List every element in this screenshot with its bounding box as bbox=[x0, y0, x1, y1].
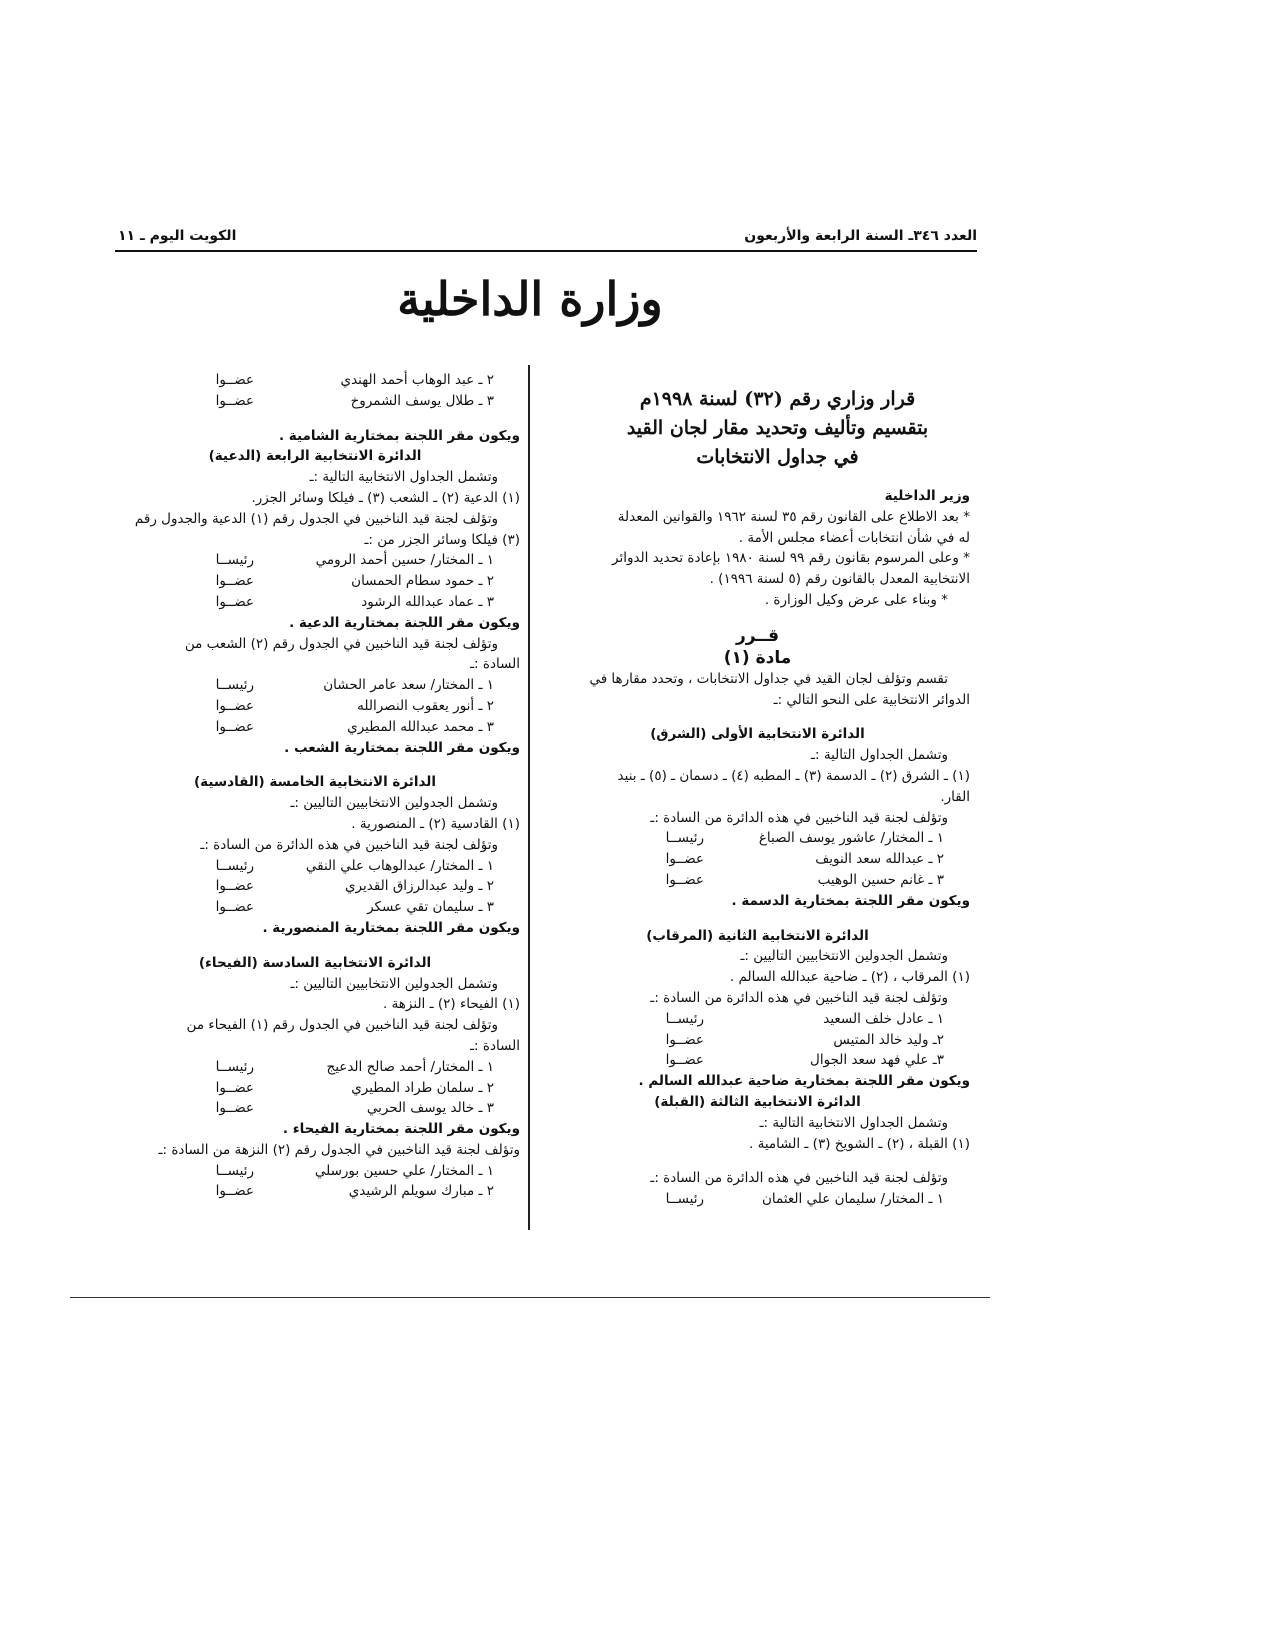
footer-divider bbox=[70, 1297, 990, 1298]
member-name: ١ ـ المختار/ عاشور يوسف الصباغ bbox=[758, 830, 944, 847]
member-row bbox=[110, 1078, 520, 1099]
committee-intro: وتؤلف لجنة قيد الناخبين في الجدول رقم (١) الدعية والجدول رقم bbox=[134, 510, 498, 527]
article-text: تقسم وتؤلف لجان القيد في جداول الانتخابات ، وتحدد مقارها في bbox=[589, 670, 948, 687]
member-role: عضــوا bbox=[665, 1052, 704, 1069]
district-title: الدائرة الانتخابية الثالثة (القبلة) bbox=[654, 1093, 861, 1110]
member-role: عضــوا bbox=[215, 1183, 254, 1200]
member-role: عضــوا bbox=[215, 372, 254, 388]
member-row bbox=[110, 370, 520, 391]
member-name: ٣ـ علي فهد سعد الجوال bbox=[810, 1052, 944, 1069]
member-role: رئيســا bbox=[215, 857, 254, 874]
member-row bbox=[110, 571, 520, 592]
member-row bbox=[110, 675, 520, 696]
member-name: ١ ـ عادل خلف السعيد bbox=[823, 1010, 944, 1027]
member-role: عضــوا bbox=[215, 1079, 254, 1096]
member-name: ٢ ـ مبارك سويلم الرشيدي bbox=[348, 1183, 494, 1200]
member-row bbox=[545, 1050, 970, 1071]
tables-list: (١) الدعية (٢) ـ الشعب (٣) ـ فيلكا وسائر الجزر. bbox=[251, 489, 520, 506]
member-role: عضــوا bbox=[665, 1031, 704, 1048]
tables-list: (١) القبلة ، (٢) ـ الشويخ (٣) ـ الشامية . bbox=[749, 1135, 970, 1152]
member-name: ١ ـ المختار/ حسين أحمد الرومي bbox=[315, 552, 494, 569]
member-name: ٢ ـ عبدالله سعد النويف bbox=[815, 851, 944, 868]
member-role: رئيســا bbox=[665, 1010, 704, 1027]
member-row bbox=[545, 1189, 970, 1210]
member-role: رئيســا bbox=[215, 1058, 254, 1075]
member-name: ١ ـ المختار/ عبدالوهاب علي النقي bbox=[305, 857, 494, 874]
tables-intro: وتشمل الجدولين الانتخابيين التاليين :ـ bbox=[290, 975, 498, 992]
member-name: ١ ـ المختار/ سعد عامر الحشان bbox=[323, 677, 494, 694]
member-role: عضــوا bbox=[215, 392, 254, 409]
member-row bbox=[545, 1009, 970, 1030]
member-name: ٢ ـ سلمان طراد المطيري bbox=[351, 1079, 494, 1096]
member-row bbox=[110, 592, 520, 613]
member-row bbox=[110, 1098, 520, 1119]
ministry-heading: وزارة الداخلية bbox=[397, 272, 663, 326]
committee-seat: ويكون مقر اللجنة بمختارية ضاحية عبدالله السالم . bbox=[638, 1073, 970, 1090]
committee-seat: ويكون مقر اللجنة بمختارية الشعب . bbox=[284, 739, 520, 756]
member-role: عضــوا bbox=[215, 697, 254, 714]
member-name: ٢ـ وليد خالد المتيس bbox=[833, 1031, 944, 1048]
district-title: الدائرة الانتخابية السادسة (الفيحاء) bbox=[198, 954, 432, 971]
committee-seat: ويكون مقر اللجنة بمختارية الدعية . bbox=[289, 614, 520, 631]
committee-seat: ويكون مقر اللجنة بمختارية الفيحاء . bbox=[282, 1121, 520, 1138]
left-column bbox=[110, 370, 520, 1202]
member-name: ١ ـ المختار/ سليمان علي العثمان bbox=[761, 1191, 944, 1208]
member-name: ٢ ـ أنور يعقوب النصرالله bbox=[357, 697, 494, 714]
member-row bbox=[110, 1181, 520, 1202]
committee-intro: وتؤلف لجنة قيد الناخبين في هذه الدائرة من السادة :ـ bbox=[200, 836, 498, 853]
member-name: ٣ ـ سليمان تقي عسكر bbox=[367, 899, 494, 916]
member-role: رئيســا bbox=[665, 1191, 704, 1208]
committee-seat: ويكون مقر اللجنة بمختارية المنصورية . bbox=[262, 919, 520, 936]
preamble-line: * وعلى المرسوم بقانون رقم ٩٩ لسنة ١٩٨٠ بإعادة تحديد الدوائر bbox=[612, 550, 970, 567]
member-name: ٣ ـ غانم حسين الوهيب bbox=[817, 871, 944, 888]
committee-intro: وتؤلف لجنة قيد الناخبين في هذه الدائرة من السادة :ـ bbox=[650, 809, 948, 826]
tables-list: (١) ـ الشرق (٢) ـ الدسمة (٣) ـ المطبه (٤) ـ دسمان ـ (٥) ـ بنيد bbox=[617, 767, 970, 784]
member-role: عضــوا bbox=[215, 899, 254, 916]
committee-intro: وتؤلف لجنة قيد الناخبين في الجدول رقم (٢) النزهة من السادة :ـ bbox=[158, 1141, 520, 1158]
preamble-line: الانتخابية المعدل بالقانون رقم (٥ لسنة ١٩٩٦) . bbox=[709, 571, 970, 588]
article-heading: مادة (١) bbox=[723, 647, 792, 668]
right-column bbox=[545, 385, 970, 1210]
member-row bbox=[110, 717, 520, 738]
committee-intro: وتؤلف لجنة قيد الناخبين في الجدول رقم (١) الفيحاء من bbox=[186, 1017, 498, 1034]
member-row bbox=[110, 1161, 520, 1182]
tables-intro: وتشمل الجدولين الانتخابيين التاليين :ـ bbox=[740, 948, 948, 965]
member-row bbox=[545, 828, 970, 849]
member-row bbox=[110, 856, 520, 877]
member-role: عضــوا bbox=[665, 871, 704, 888]
tables-intro: وتشمل الجداول التالية :ـ bbox=[811, 747, 948, 764]
member-name: ٢ ـ وليد عبدالرزاق القديري bbox=[344, 878, 494, 895]
tables-list: القار. bbox=[940, 788, 970, 805]
member-row bbox=[110, 696, 520, 717]
member-role: رئيســا bbox=[215, 552, 254, 569]
member-name: ٣ ـ خالد يوسف الحربي bbox=[366, 1100, 494, 1117]
member-row bbox=[110, 550, 520, 571]
decree-title: في جداول الانتخابات bbox=[696, 446, 859, 468]
member-role: عضــوا bbox=[215, 593, 254, 610]
column-divider bbox=[528, 365, 530, 1230]
decision-heading: قــرر bbox=[735, 625, 780, 646]
member-row bbox=[110, 876, 520, 897]
member-role: عضــوا bbox=[665, 851, 704, 868]
member-name: ١ ـ المختار/ علي حسين بورسلي bbox=[314, 1162, 494, 1179]
header-divider bbox=[115, 250, 977, 252]
article-text: الدوائر الانتخابية على النحو التالي :ـ bbox=[773, 691, 970, 708]
preamble-line: * وبناء على عرض وكيل الوزارة . bbox=[764, 591, 948, 608]
tables-list: (١) المرقاب ، (٢) ـ ضاحية عبدالله السالم . bbox=[729, 969, 970, 986]
member-role: عضــوا bbox=[215, 878, 254, 895]
member-name: ٣ ـ عماد عبدالله الرشود bbox=[361, 593, 494, 610]
district-title: الدائرة الانتخابية الأولى (الشرق) bbox=[650, 726, 865, 743]
member-role: رئيســا bbox=[665, 830, 704, 847]
member-role: عضــوا bbox=[215, 573, 254, 590]
district-title: الدائرة الانتخابية الثانية (المرقاب) bbox=[646, 927, 869, 944]
committee-intro: السادة :ـ bbox=[470, 656, 520, 673]
committee-intro: السادة :ـ bbox=[470, 1037, 520, 1054]
district-title: الدائرة الانتخابية الخامسة (القادسية) bbox=[194, 774, 436, 791]
member-row bbox=[110, 391, 520, 412]
member-name: ١ ـ المختار/ أحمد صالح الدعيج bbox=[326, 1058, 494, 1075]
member-name: ٣ ـ طلال يوسف الشمروخ bbox=[350, 392, 494, 409]
committee-intro: (٣) فيلكا وسائر الجزر من :ـ bbox=[364, 531, 520, 548]
member-row bbox=[545, 870, 970, 891]
member-role: رئيســا bbox=[215, 677, 254, 694]
member-row bbox=[110, 1057, 520, 1078]
issue-number: العدد ٣٤٦ـ السنة الرابعة والأربعون bbox=[744, 228, 977, 244]
member-role: عضــوا bbox=[215, 718, 254, 735]
member-name: ٢ ـ عبد الوهاب أحمد الهندي bbox=[340, 372, 494, 388]
newspaper-title: الكويت اليوم ـ ١١ bbox=[118, 228, 237, 244]
member-row bbox=[545, 1030, 970, 1051]
preamble-line: له في شأن انتخابات أعضاء مجلس الأمة . bbox=[738, 529, 970, 546]
committee-intro: وتؤلف لجنة قيد الناخبين في هذه الدائرة من السادة :ـ bbox=[650, 989, 948, 1006]
member-row bbox=[545, 849, 970, 870]
tables-intro: وتشمل الجداول الانتخابية التالية :ـ bbox=[309, 469, 498, 486]
committee-seat: ويكون مقر اللجنة بمختارية الشامية . bbox=[278, 427, 520, 444]
member-name: ٣ ـ محمد عبدالله المطيري bbox=[347, 718, 494, 735]
member-role: عضــوا bbox=[215, 1100, 254, 1117]
tables-intro: وتشمل الجدولين الانتخابيين التاليين :ـ bbox=[290, 795, 498, 812]
committee-seat: ويكون مقر اللجنة بمختارية الدسمة . bbox=[731, 892, 970, 909]
member-row bbox=[110, 897, 520, 918]
member-name: ٢ ـ حمود سطام الحمسان bbox=[351, 573, 494, 590]
decree-title: بتقسيم وتأليف وتحديد مقار لجان القيد bbox=[626, 417, 929, 439]
tables-list: (١) الفيحاء (٢) ـ النزهة . bbox=[382, 996, 520, 1013]
tables-intro: وتشمل الجداول الانتخابية التالية :ـ bbox=[759, 1114, 948, 1131]
decree-title: قرار وزاري رقم (٣٢) لسنة ١٩٩٨م bbox=[639, 388, 916, 410]
preamble-line: * بعد الاطلاع على القانون رقم ٣٥ لسنة ١٩٦٢ والقوانين المعدلة bbox=[617, 508, 970, 525]
district-title: الدائرة الانتخابية الرابعة (الدعية) bbox=[208, 448, 422, 465]
committee-intro: وتؤلف لجنة قيد الناخبين في هذه الدائرة من السادة :ـ bbox=[650, 1170, 948, 1187]
member-role: رئيســا bbox=[215, 1162, 254, 1179]
committee-intro: وتؤلف لجنة قيد الناخبين في الجدول رقم (٢) الشعب من bbox=[184, 635, 498, 652]
minister-line: وزير الداخلية bbox=[884, 488, 970, 504]
tables-list: (١) القادسية (٢) ـ المنصورية . bbox=[351, 815, 520, 832]
